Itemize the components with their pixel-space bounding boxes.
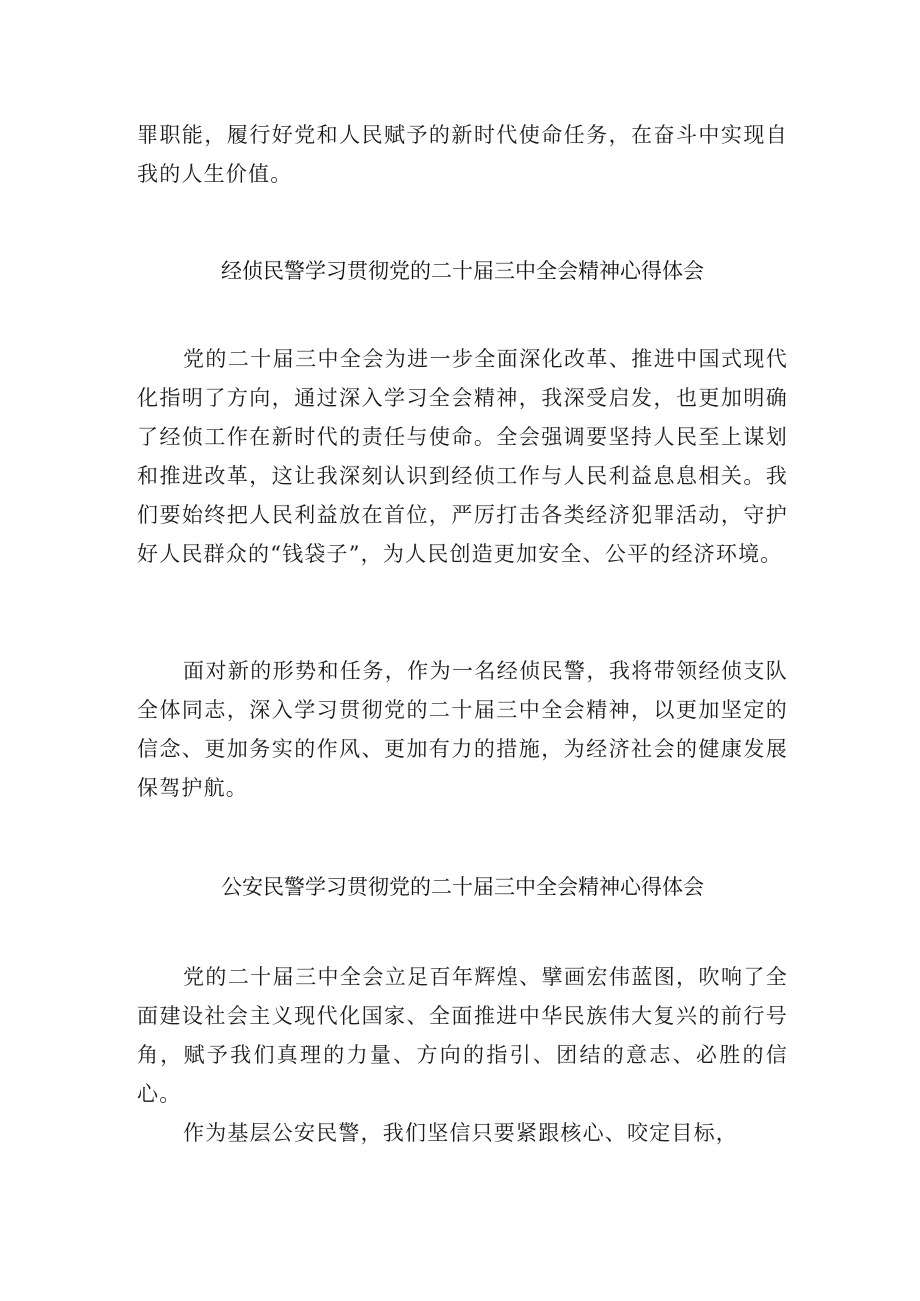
section-2-paragraph-1: 党的二十届三中全会立足百年辉煌、擘画宏伟蓝图，吹响了全面建设社会主义现代化国家、全面推进中华民族伟大复兴的前行号角，赋予我们真理的力量、方向的指引、团结的意志、必胜的信心。 (137, 965, 788, 1106)
section-2-paragraph-2: 作为基层公安民警，我们坚信只要紧跟核心、咬定目标， (183, 1121, 738, 1145)
intro-paragraph: 罪职能，履行好党和人民赋予的新时代使命任务，在奋斗中实现自我的人生价值。 (137, 123, 788, 186)
section-1-paragraph-1: 党的二十届三中全会为进一步全面深化改革、推进中国式现代化指明了方向，通过深入学习全会精神，我深受启发，也更加明确了经侦工作在新时代的责任与使命。全会强调要坚持人民至上谋划和推进改革，这让我深刻认识到经侦工作与人民利益息息相关。我们要始终把人民利益放在首位，严厉打击各类经济犯罪活动，守护好人民群众的“钱袋子”，为人民创造更加安全、公平的经济环境。 (137, 347, 788, 566)
section-1-paragraph-2: 面对新的形势和任务，作为一名经侦民警，我将带领经侦支队全体同志，深入学习贯彻党的二十届三中全会精神，以更加坚定的信念、更加务实的作风、更加有力的措施，为经济社会的健康发展保驾护航。 (137, 659, 788, 800)
section-1-title: 经侦民警学习贯彻党的二十届三中全会精神心得体会 (221, 259, 704, 283)
section-2-title: 公安民警学习贯彻党的二十届三中全会精神心得体会 (221, 875, 704, 899)
